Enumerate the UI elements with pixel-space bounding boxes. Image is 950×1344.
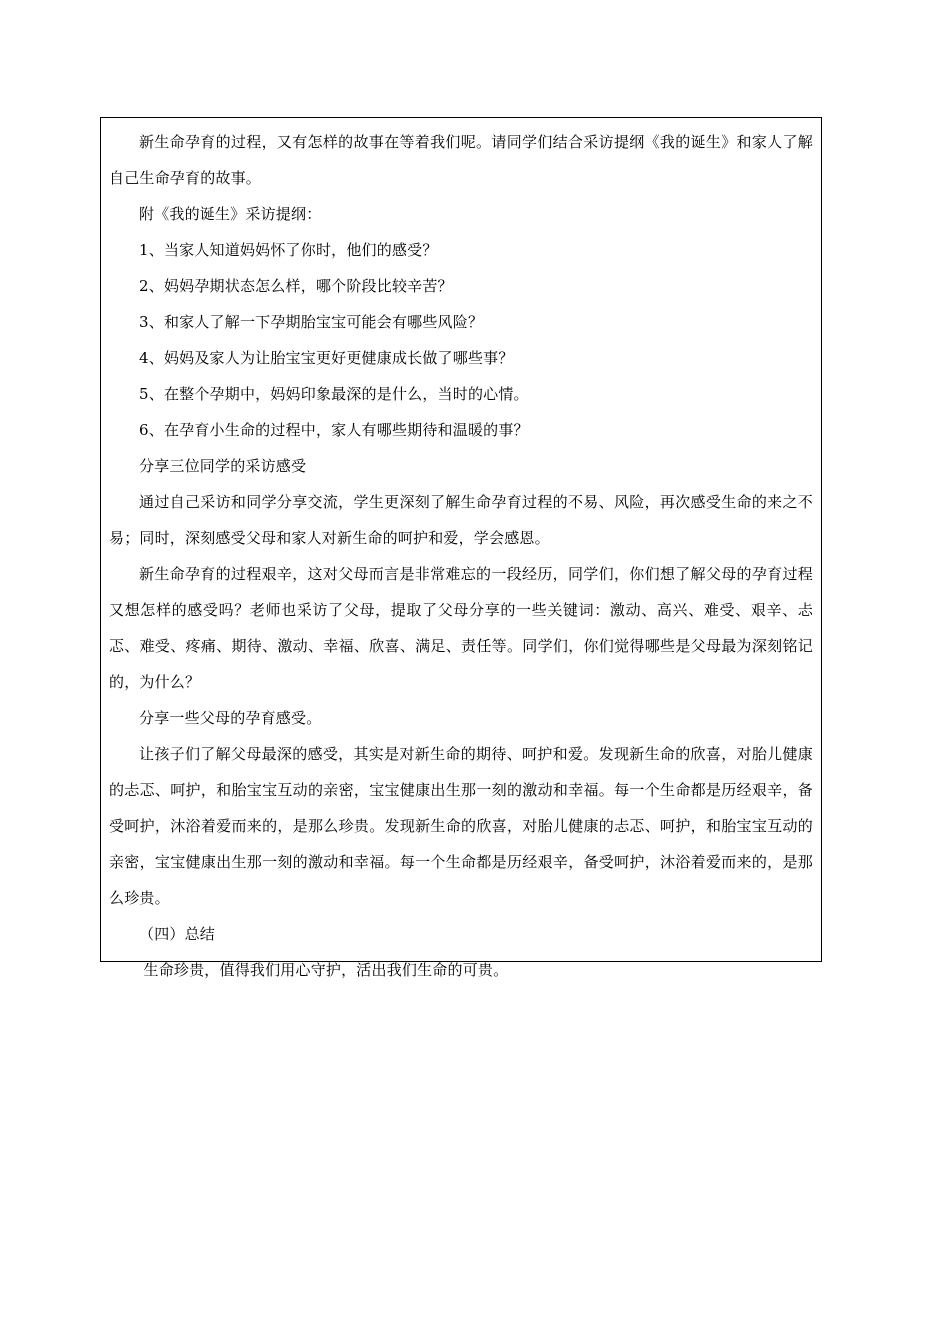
- outline-question-1: 1、当家人知道妈妈怀了你时，他们的感受？: [139, 241, 438, 259]
- outline-question-4: 4、妈妈及家人为让胎宝宝更好更健康成长做了哪些事？: [139, 349, 514, 367]
- intro-paragraph: 新生命孕育的过程，又有怎样的故事在等着我们呢。请同学们结合采访提纲《我的诞生》和家人了解自己生命孕育的故事。: [109, 133, 813, 187]
- outline-question-3: 3、和家人了解一下孕期胎宝宝可能会有哪些风险？: [139, 313, 484, 331]
- share-parents-heading: 分享一些父母的孕育感受。: [139, 709, 322, 727]
- outline-question-6: 6、在孕育小生命的过程中，家人有哪些期待和温暖的事？: [139, 421, 529, 439]
- parents-feelings-paragraph: 让孩子们了解父母最深的感受，其实是对新生命的期待、呵护和爱。发现新生命的欣喜，对胎儿健康的忐忑、呵护，和胎宝宝互动的亲密，宝宝健康出生那一刻的激动和幸福。每一个生命都是历经艰辛，备受呵护，沐浴着爱而来的，是那么珍贵。发现新生命的欣喜，对胎儿健康的忐忑、呵护，和胎宝宝互动的亲密，宝宝健康出生那一刻的激动和幸福。每一个生命都是历经艰辛，备受呵护，沐浴着爱而来的，是那么珍贵。: [109, 745, 813, 907]
- summary-heading: （四）总结: [139, 925, 216, 943]
- summary-paragraph: 生命珍贵，值得我们用心守护，活出我们生命的可贵。: [143, 961, 509, 979]
- outline-question-2: 2、妈妈孕期状态怎么样，哪个阶段比较辛苦？: [139, 277, 453, 295]
- outline-heading: 附《我的诞生》采访提纲：: [139, 205, 322, 223]
- interview-summary-paragraph: 通过自己采访和同学分享交流，学生更深刻了解生命孕育过程的不易、风险，再次感受生命的来之不易；同时，深刻感受父母和家人对新生命的呵护和爱，学会感恩。: [109, 493, 813, 547]
- document-table-cell: [100, 117, 822, 979]
- outline-question-5: 5、在整个孕期中，妈妈印象最深的是什么，当时的心情。: [139, 385, 529, 403]
- parents-keywords-paragraph: 新生命孕育的过程艰辛，这对父母而言是非常难忘的一段经历，同学们，你们想了解父母的孕育过程又想怎样的感受吗？老师也采访了父母，提取了父母分享的一些关键词：激动、高兴、难受、艰辛、忐忑、难受、疼痛、期待、激动、幸福、欣喜、满足、责任等。同学们，你们觉得哪些是父母最为深刻铭记的，为什么？: [109, 565, 813, 691]
- share-students-heading: 分享三位同学的采访感受: [139, 457, 307, 475]
